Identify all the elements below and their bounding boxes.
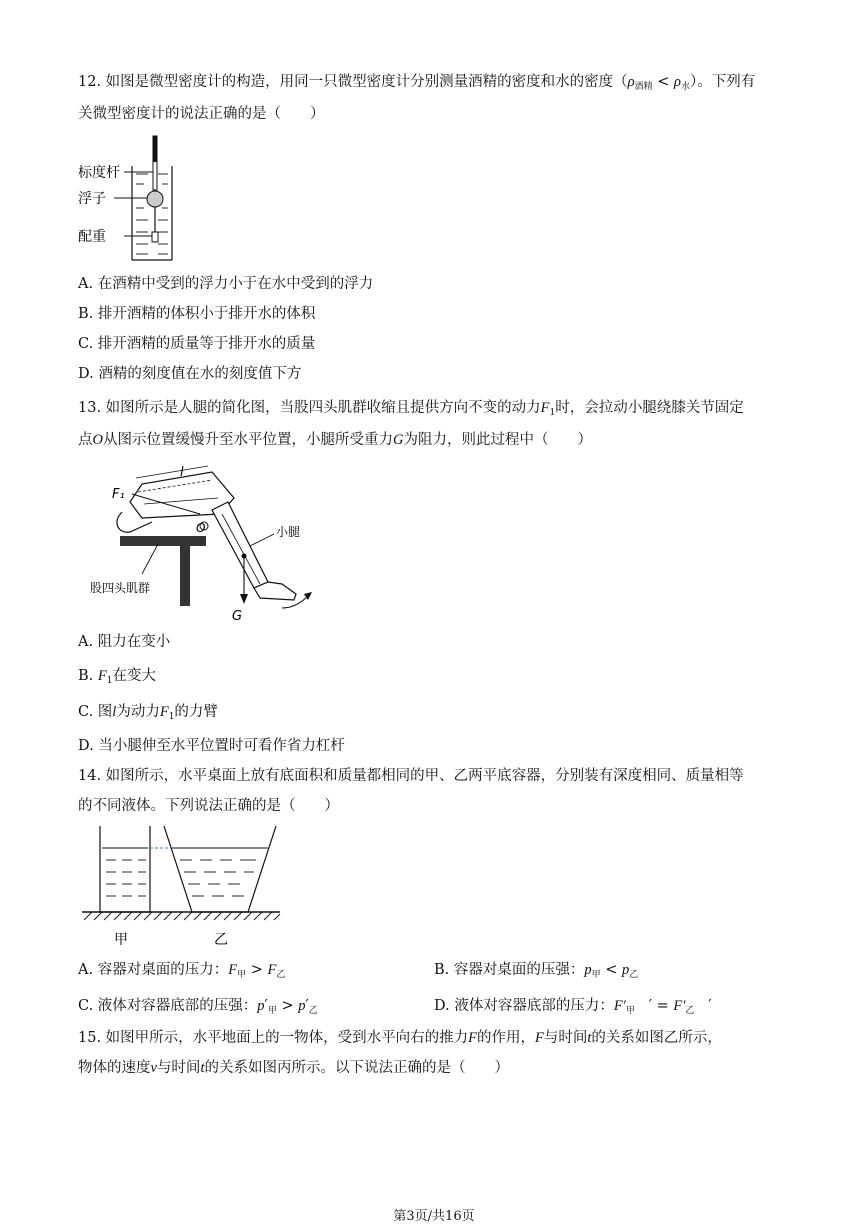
opt-text-end: 的力臂 <box>174 704 218 720</box>
gt-sign: > <box>281 998 294 1014</box>
label-yi: 乙 <box>214 932 228 948</box>
opt-text: 为动力 <box>116 704 160 720</box>
sub-1: 1 <box>168 712 175 722</box>
q15-text: 15. 如图甲所示，水平地面上的一物体，受到水平向右的推力 <box>78 1030 469 1046</box>
opt-prefix: C. 图 <box>78 704 113 720</box>
sub-yi: 乙 <box>276 970 286 980</box>
q14-option-c[interactable] <box>78 996 318 1021</box>
F-symbol: F <box>267 962 277 978</box>
eq-sign: = <box>656 998 669 1014</box>
q13-option-b[interactable] <box>78 666 156 691</box>
rho-symbol: ρ <box>627 74 635 90</box>
sub-1: 1 <box>549 408 556 418</box>
q12-option-a[interactable]: A. 在酒精中受到的浮力小于在水中受到的浮力 <box>78 276 374 292</box>
q14-option-d[interactable] <box>434 996 712 1021</box>
label-jia: 甲 <box>114 932 128 948</box>
label-l: l <box>180 465 184 480</box>
q13-text-b: 时，会拉动小腿绕膝关节固定 <box>555 400 744 416</box>
O-symbol: O <box>92 432 103 448</box>
Fprime-symbol: F′ <box>613 998 626 1014</box>
F-symbol: F <box>159 704 169 720</box>
sub-yi: 乙 <box>308 1006 318 1016</box>
q13-text-c: 点 <box>78 432 93 448</box>
q14-option-a[interactable] <box>78 960 285 985</box>
lt-sign: < <box>657 74 670 90</box>
q13-text: 13. 如图所示是人腿的简化图，当股四头肌群收缩且提供方向不变的动力 <box>78 400 541 416</box>
q13-text-e: 为阻力，则此过程中（ ） <box>403 432 592 448</box>
label-rod: 标度杆 <box>78 165 120 181</box>
label-F1: F₁ <box>112 487 125 502</box>
gt-sign: > <box>250 962 263 978</box>
label-G: G <box>232 609 243 624</box>
q14-stem-line2: 的不同液体。下列说法正确的是（ ） <box>78 798 339 814</box>
label-weight: 配重 <box>78 229 106 245</box>
rho-symbol: ρ <box>674 74 681 90</box>
label-muscle: 股四头肌群 <box>90 581 151 595</box>
sub-yi: 乙 <box>629 970 639 980</box>
q12-option-d[interactable]: D. 酒精的刻度值在水的刻度值下方 <box>78 366 302 382</box>
sub-yi: 乙 <box>685 1006 695 1016</box>
p-symbol: p <box>298 998 306 1014</box>
hydrometer-figure <box>78 132 188 268</box>
q15-stem-line1 <box>78 1028 722 1048</box>
q15-text-e: 物体的速度 <box>78 1060 151 1076</box>
q14-option-b[interactable] <box>434 960 638 985</box>
q15-text-c: 与时间 <box>543 1030 588 1046</box>
opt-text: 在变大 <box>112 668 156 684</box>
tick: ′ <box>708 998 712 1014</box>
q15-text-g: 的关系如图丙所示。以下说法正确的是（ ） <box>204 1060 509 1076</box>
Fprime-symbol: F′ <box>673 998 686 1014</box>
t-symbol: t <box>200 1060 205 1076</box>
q13-stem-line1 <box>78 398 744 423</box>
label-O: O <box>196 521 206 535</box>
leg-figure <box>82 462 322 624</box>
sub-jia: 甲 <box>267 1006 277 1016</box>
opt-text: B. 容器对桌面的压强： <box>434 962 585 978</box>
p-symbol: p <box>622 962 630 978</box>
F-symbol: F <box>228 962 238 978</box>
t-symbol: t <box>587 1030 592 1046</box>
prime: ′ <box>264 998 268 1014</box>
sub-1: 1 <box>106 676 113 686</box>
q12-text: 12. 如图是微型密度计的构造，用同一只微型密度计分别测量酒精的密度和水的密度（ <box>78 74 628 90</box>
l-symbol: l <box>112 704 117 720</box>
F-symbol: F <box>468 1030 478 1046</box>
opt-text: C. 液体对容器底部的压强： <box>78 998 258 1014</box>
q15-stem-line2 <box>78 1058 509 1078</box>
q13-option-a[interactable]: A. 阻力在变小 <box>78 634 171 650</box>
opt-text: D. 液体对容器底部的压力： <box>434 998 614 1014</box>
label-shank: 小腿 <box>276 525 301 539</box>
q13-option-d[interactable]: D. 当小腿伸至水平位置时可看作省力杠杆 <box>78 738 345 754</box>
q12-stem-line1 <box>78 72 755 97</box>
label-float: 浮子 <box>78 191 106 207</box>
q15-text-b: 的作用， <box>477 1030 536 1046</box>
G-symbol: G <box>392 432 404 448</box>
q12-text-end: ）。下列有 <box>690 74 756 90</box>
v-symbol: v <box>150 1060 157 1076</box>
p-symbol: p <box>257 998 265 1014</box>
opt-prefix: B. <box>78 668 98 684</box>
sub-jia: 甲 <box>237 970 247 980</box>
q14-stem-line1: 14. 如图所示，水平桌面上放有底面积和质量都相同的甲、乙两平底容器，分别装有深度相同、质量相等 <box>78 768 744 784</box>
F-symbol: F <box>97 668 107 684</box>
prime: ′ <box>305 998 309 1014</box>
F-symbol: F <box>540 400 550 416</box>
opt-text: A. 容器对桌面的压力： <box>78 962 229 978</box>
sub-alcohol: 酒精 <box>634 82 653 92</box>
q13-stem-line2 <box>78 430 592 450</box>
F-symbol: F <box>535 1030 544 1046</box>
lt-sign: < <box>605 962 618 978</box>
p-symbol: p <box>584 962 592 978</box>
q13-option-c[interactable] <box>78 702 218 727</box>
sub-jia: 甲 <box>591 970 601 980</box>
tick: ′ <box>648 998 652 1014</box>
page-footer: 第3页/共16页 <box>393 1209 475 1224</box>
sub-jia: 甲 <box>625 1006 635 1016</box>
q12-stem-line2: 关微型密度计的说法正确的是（ ） <box>78 106 325 122</box>
q13-text-d: 从图示位置缓慢升至水平位置，小腿所受重力 <box>102 432 393 448</box>
q15-text-d: 的关系如图乙所示， <box>591 1030 722 1046</box>
sub-water: 水 <box>681 82 691 92</box>
containers-figure <box>80 822 286 950</box>
q15-text-f: 与时间 <box>156 1060 201 1076</box>
q12-option-c[interactable]: C. 排开酒精的质量等于排开水的质量 <box>78 336 316 352</box>
q12-option-b[interactable]: B. 排开酒精的体积小于排开水的体积 <box>78 306 316 322</box>
